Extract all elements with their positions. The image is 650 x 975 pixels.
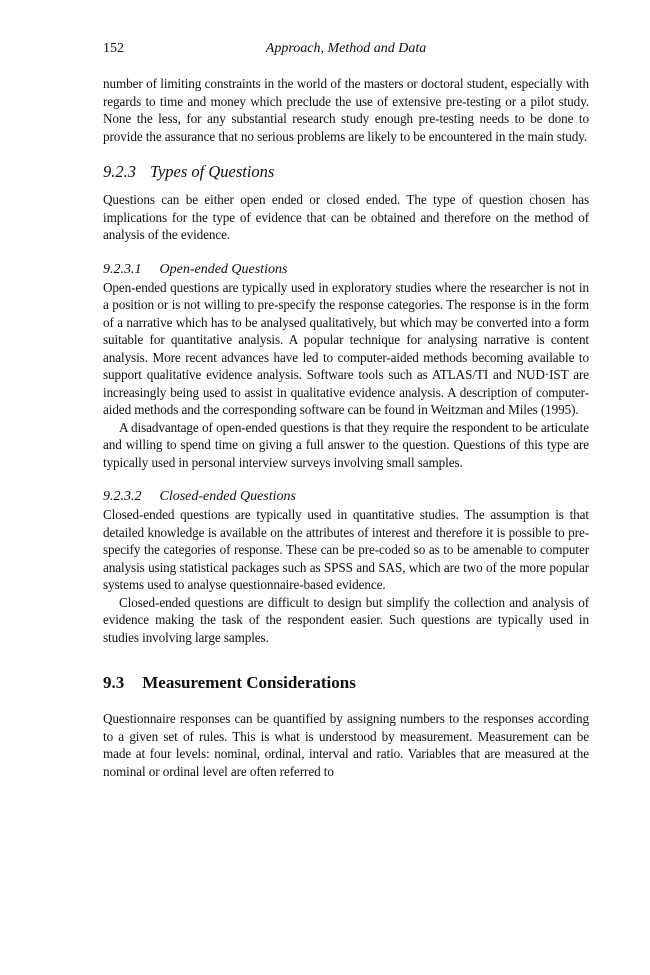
section-title: Measurement Considerations bbox=[142, 673, 356, 692]
page-number: 152 bbox=[103, 41, 124, 56]
section-title: Open-ended Questions bbox=[159, 261, 288, 277]
section-number: 9.3 bbox=[103, 673, 125, 692]
section-heading-9-3 bbox=[103, 672, 589, 694]
running-head bbox=[103, 38, 589, 60]
section-number: 9.2.3 bbox=[103, 162, 136, 181]
section-title: Types of Questions bbox=[150, 162, 275, 181]
closed-ended-paragraph-2: Closed-ended questions are difficult to design but simplify the collection and analysis of evidence making the task of the respondent easier. Such questions are typically used in studies involving large samples. bbox=[103, 594, 589, 645]
open-ended-paragraph-2: A disadvantage of open-ended questions is that they require the respondent to be articulate and willing to spend time on giving a full answer to the question. Questions of this type are typically used in personal interview surveys involving small samples. bbox=[103, 419, 589, 470]
section-heading-9-2-3 bbox=[103, 161, 589, 183]
section-number: 9.2.3.2 bbox=[103, 489, 142, 504]
running-title: Approach, Method and Data bbox=[265, 41, 427, 56]
closed-ended-paragraph-1: Closed-ended questions are typically used in quantitative studies. The assumption is that detailed knowledge is available on the attributes of interest and therefore it is possible to pre-specify the categories of response. These can be pre-coded so as to be amenable to computer analysis using statistical packages such as SPSS and SAS, which are two of the more popular systems used to analyse questionnaire-based evidence. bbox=[103, 507, 589, 592]
intro-paragraph: number of limiting constraints in the world of the masters or doctoral student, especially with regards to time and money which preclude the use of extensive pre-testing or a pilot study. None the less, for any substantial research study enough pre-testing needs to be done to provide the assurance that no serious problems are likely to be encountered in the main study. bbox=[103, 76, 589, 144]
section-heading-9-2-3-1 bbox=[103, 261, 589, 279]
section-number: 9.2.3.1 bbox=[103, 261, 142, 277]
types-of-questions-paragraph: Questions can be either open ended or closed ended. The type of question chosen has implications for the type of evidence that can be obtained and therefore on the method of analysis of the evidence. bbox=[103, 192, 589, 242]
section-title: Closed-ended Questions bbox=[159, 489, 296, 504]
measurement-paragraph: Questionnaire responses can be quantified by assigning numbers to the responses according to a given set of rules. This is what is understood by measurement. Measurement can be made at four levels: nominal, ordinal, interval and ratio. Variables that are measured at the nominal or ordinal level are often referred to bbox=[103, 711, 589, 779]
book-page bbox=[103, 38, 589, 780]
open-ended-paragraph-1: Open-ended questions are typically used in exploratory studies where the researcher is not in a position or is not willing to pre-specify the response categories. The response is in the form of a narrative which has to be analysed qualitatively, but which may be converted into a form suitable for quantitative analysis. A popular technique for analysing narrative is content analysis. More recent advances have led to computer-aided methods becoming available to support qualitative evidence analysis. Software tools such as ATLAS/TI and NUD·IST are increasingly being used to assist in qualitative evidence analysis. A description of computer-aided methods and the corresponding software can be found in Weitzman and Miles (1995). bbox=[103, 279, 589, 417]
section-heading-9-2-3-2 bbox=[103, 488, 589, 506]
